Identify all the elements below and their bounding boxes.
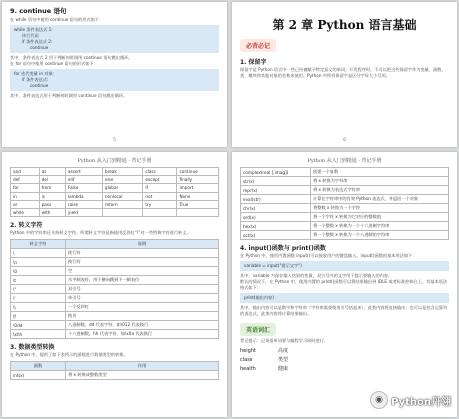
table-cell: 单引号 — [66, 294, 219, 303]
table-cell: if — [143, 184, 177, 192]
table-cell: 换行符 — [66, 258, 219, 267]
table-cell: 计算在字符串中的有效 Python 表达式，并返回一个对象 — [311, 195, 449, 204]
table-cell: hex(x) — [241, 222, 311, 231]
item-title: 1. 保留字 — [240, 59, 267, 66]
code-line: continue — [30, 45, 49, 50]
table-cell: \n — [11, 258, 66, 267]
table-cell: in — [11, 192, 40, 200]
code-block — [10, 69, 219, 91]
vocab-meaning: 类型 — [277, 357, 288, 363]
table-cell: \" — [11, 285, 66, 294]
table-cell: break — [102, 168, 142, 176]
vocab-word: health — [240, 366, 256, 372]
table-cell: 将一个字符 x 转换为它对应的整数值 — [311, 213, 449, 222]
code-line: if 条件表达式: — [22, 77, 49, 82]
table-row — [11, 303, 219, 312]
table-cell: \0 — [11, 267, 66, 276]
watermark — [370, 391, 451, 409]
table-cell: 空 — [66, 267, 219, 276]
wechat-logo-icon: ◉ — [370, 391, 388, 409]
table-row — [11, 321, 219, 330]
table-cell: 水平制表符，用于横向跳到下一制表位 — [66, 276, 219, 285]
table-row — [11, 330, 219, 339]
table-cell: \xhh — [11, 330, 66, 339]
table-cell: elif — [65, 176, 102, 184]
table-row — [11, 312, 219, 321]
table-row — [241, 231, 449, 240]
escape-table — [10, 239, 219, 339]
table-row — [11, 200, 219, 208]
table-cell: 将一个整数 x 转换为一个十六进制字符串 — [311, 222, 449, 231]
table-row — [11, 294, 219, 303]
table-cell: yield — [65, 208, 102, 216]
section-title: 3. 数据类型转换 — [10, 344, 55, 352]
table-row — [241, 204, 449, 213]
page-chapter-2 — [232, 2, 457, 147]
vocabulary-badge: 英语词汇 — [240, 323, 276, 336]
table-cell: complex(real [,imag]) — [241, 168, 311, 177]
table-cell: for — [11, 184, 40, 192]
conversion-table — [10, 361, 219, 380]
vocab-meaning: 健康 — [277, 366, 288, 372]
table-row — [11, 192, 219, 200]
table-cell: with — [39, 208, 65, 216]
vocab-list — [232, 347, 457, 374]
table-cell: 将 x 转换成整数类型 — [66, 371, 219, 380]
table-cell: \f — [11, 312, 66, 321]
page-continue-statement — [2, 2, 227, 147]
table-row — [11, 208, 219, 216]
table-cell: or — [11, 200, 40, 208]
table-row — [241, 186, 449, 195]
table-row — [11, 258, 219, 267]
table-row — [241, 177, 449, 186]
table-cell: import — [177, 184, 219, 192]
table-cell: 八进制数，dd 代表字符，如\012 代表换行 — [66, 321, 219, 330]
vocab-word: class — [240, 357, 253, 363]
table-cell: \' — [11, 294, 66, 303]
page-header: Python 从入门到精通 · 背记手册 — [77, 158, 152, 164]
section-title: 4. input()函数与 print()函数 — [240, 245, 326, 252]
table-row — [11, 276, 219, 285]
vocab-word: height — [240, 348, 256, 354]
table-cell: 将 x 转换为字符串 — [311, 177, 449, 186]
code-block — [240, 261, 449, 271]
code-line: while 条件表达式 1: — [14, 27, 53, 32]
table-cell: str(x) — [241, 177, 311, 186]
table-cell: global — [102, 184, 142, 192]
table-cell: return — [102, 200, 142, 208]
table-cell: del — [39, 176, 65, 184]
table-cell: 将 x 转换为表达式字符串 — [311, 186, 449, 195]
table-row — [11, 267, 219, 276]
table-row — [11, 176, 219, 184]
table-cell: raise — [65, 200, 102, 208]
functions-table — [240, 167, 449, 240]
table-cell: \ — [11, 249, 66, 258]
paragraph: 其中，输出内容可以是数字和字符串（字符串需要使用引号括起来），此类内容将直接输出；也可以是包含运算符的表达式，此类内容将计算结果输出。 — [240, 305, 448, 316]
table-cell: try — [143, 200, 177, 208]
table-cell: \0dd — [11, 321, 66, 330]
table-cell: not — [143, 192, 177, 200]
paragraph: 在 for 语句中使用 continue 语句的形式如下： — [10, 61, 98, 66]
paragraph: 其中，条件表达式用于判断何时调用 continue 语句跳出循环。 — [10, 93, 128, 98]
paragraph: 其中，variable 为保存输入结果的变量，双引号内的文字用于提示要输入的内容。 — [240, 273, 393, 278]
vocab-meaning: 高度 — [277, 348, 288, 354]
table-cell: 一个反斜杠 — [66, 303, 219, 312]
code-line: 执行代码 — [22, 33, 39, 38]
table-row — [11, 371, 219, 380]
column-header: 说明 — [66, 240, 219, 249]
table-cell: oct(x) — [241, 231, 311, 240]
column-header: 作用 — [66, 362, 219, 371]
table-cell: while — [11, 208, 40, 216]
table-cell: 将整数 x 转换为一个字符 — [311, 204, 449, 213]
page-keywords-escapes — [2, 152, 227, 417]
code-line: for 迭代变量 in 对象: — [14, 71, 55, 76]
table-cell: None — [177, 192, 219, 200]
page-header: Python 从入门到精通 · 背记手册 — [307, 158, 382, 164]
table-row — [11, 285, 219, 294]
code-line: print(输出内容) — [244, 295, 274, 300]
table-cell: repr(x) — [241, 186, 311, 195]
paragraph: 默认的情况下，在 Python 中，使用内置的 print()函数可以将结果输出到 IDLE 或者标准控制台上。其基本语法格式如下： — [240, 279, 448, 290]
chapter-title: 第 2 章 Python 语言基础 — [272, 18, 417, 32]
page-functions-io — [232, 152, 457, 417]
table-row — [11, 168, 219, 176]
table-cell: from — [39, 184, 65, 192]
table-row — [241, 222, 449, 231]
code-line: continue — [30, 83, 49, 88]
paragraph: 在 Python 中，提供了如下表所示的函数进行数据类型的转换。 — [10, 352, 128, 358]
code-block — [240, 293, 449, 303]
paragraph: Python 中的字符串还支持转义字符。所谓转义字符是指使用反斜杠“\”对一些特殊字符进行转义。 — [10, 230, 191, 236]
code-line: variable = input("提示文字") — [244, 263, 302, 268]
watermark-text: Python丹翎 — [391, 396, 451, 408]
code-block — [10, 25, 219, 53]
table-cell: 换页 — [66, 312, 219, 321]
table-cell: lambda — [65, 192, 102, 200]
column-header: 转义字符 — [11, 240, 66, 249]
table-cell: pass — [39, 200, 65, 208]
table-row — [241, 195, 449, 204]
table-cell: is — [39, 192, 65, 200]
table-cell — [177, 208, 219, 216]
code-line: if 条件表达式 2: — [22, 39, 53, 44]
paragraph: 保留字是 Python 语言中一些已经被赋予特定意义的单词。开发程序时，不可以把这些保留字作为变量、函数、类、模块和其他对象的名称来使用。Python 中所有保留字是区分字母大小写的。 — [240, 67, 446, 78]
table-cell: 双引号 — [66, 285, 219, 294]
table-cell: except — [143, 176, 177, 184]
table-cell: \\ — [11, 303, 66, 312]
table-cell: 创建一个复数 — [311, 168, 449, 177]
table-cell: 续行符 — [66, 249, 219, 258]
table-cell — [102, 208, 142, 216]
page-number: 6 — [343, 138, 346, 143]
table-row — [11, 184, 219, 192]
table-cell: int(x) — [11, 371, 66, 380]
table-cell: class — [143, 168, 177, 176]
table-cell: as — [39, 168, 65, 176]
table-cell: True — [177, 200, 219, 208]
table-cell: continue — [177, 168, 219, 176]
table-row — [11, 249, 219, 258]
table-cell: 将一个整数 x 转换为一个八进制的字符串 — [311, 231, 449, 240]
table-cell: chr(x) — [241, 204, 311, 213]
table-cell: finally — [177, 176, 219, 184]
paragraph: 在 Python 中，使用内置函数 input()可以接收用户的键盘输入。input()函数的基本用法如下： — [240, 253, 417, 258]
column-header: 函数 — [11, 362, 66, 371]
paragraph: 背记提示：记英语单词要与编程学习同时进行。 — [240, 338, 328, 343]
section-title: 9. continue 语句 — [10, 7, 67, 15]
table-cell: False — [65, 184, 102, 192]
paragraph: 其中，条件表达式 2 用于判断何时调用 continue 语句跳出循环。 — [10, 55, 133, 60]
table-cell: \t — [11, 276, 66, 285]
table-cell — [143, 208, 177, 216]
table-cell: and — [11, 168, 40, 176]
table-cell: else — [102, 176, 142, 184]
table-cell: 十六进制数，hh 代表字符，如\x0a 代表换行 — [66, 330, 219, 339]
keywords-table — [10, 167, 219, 217]
table-cell: eval(str) — [241, 195, 311, 204]
table-cell: ord(x) — [241, 213, 311, 222]
table-row — [241, 213, 449, 222]
page-number: 5 — [113, 138, 116, 143]
must-remember-badge: 必背必记 — [240, 39, 276, 52]
table-cell: assert — [65, 168, 102, 176]
table-cell: def — [11, 176, 40, 184]
table-cell: nonlocal — [102, 192, 142, 200]
table-row — [241, 168, 449, 177]
paragraph: 在 while 语句中使用 continue 语句的形式如下： — [10, 17, 104, 22]
section-title: 2. 转义字符 — [10, 222, 43, 230]
